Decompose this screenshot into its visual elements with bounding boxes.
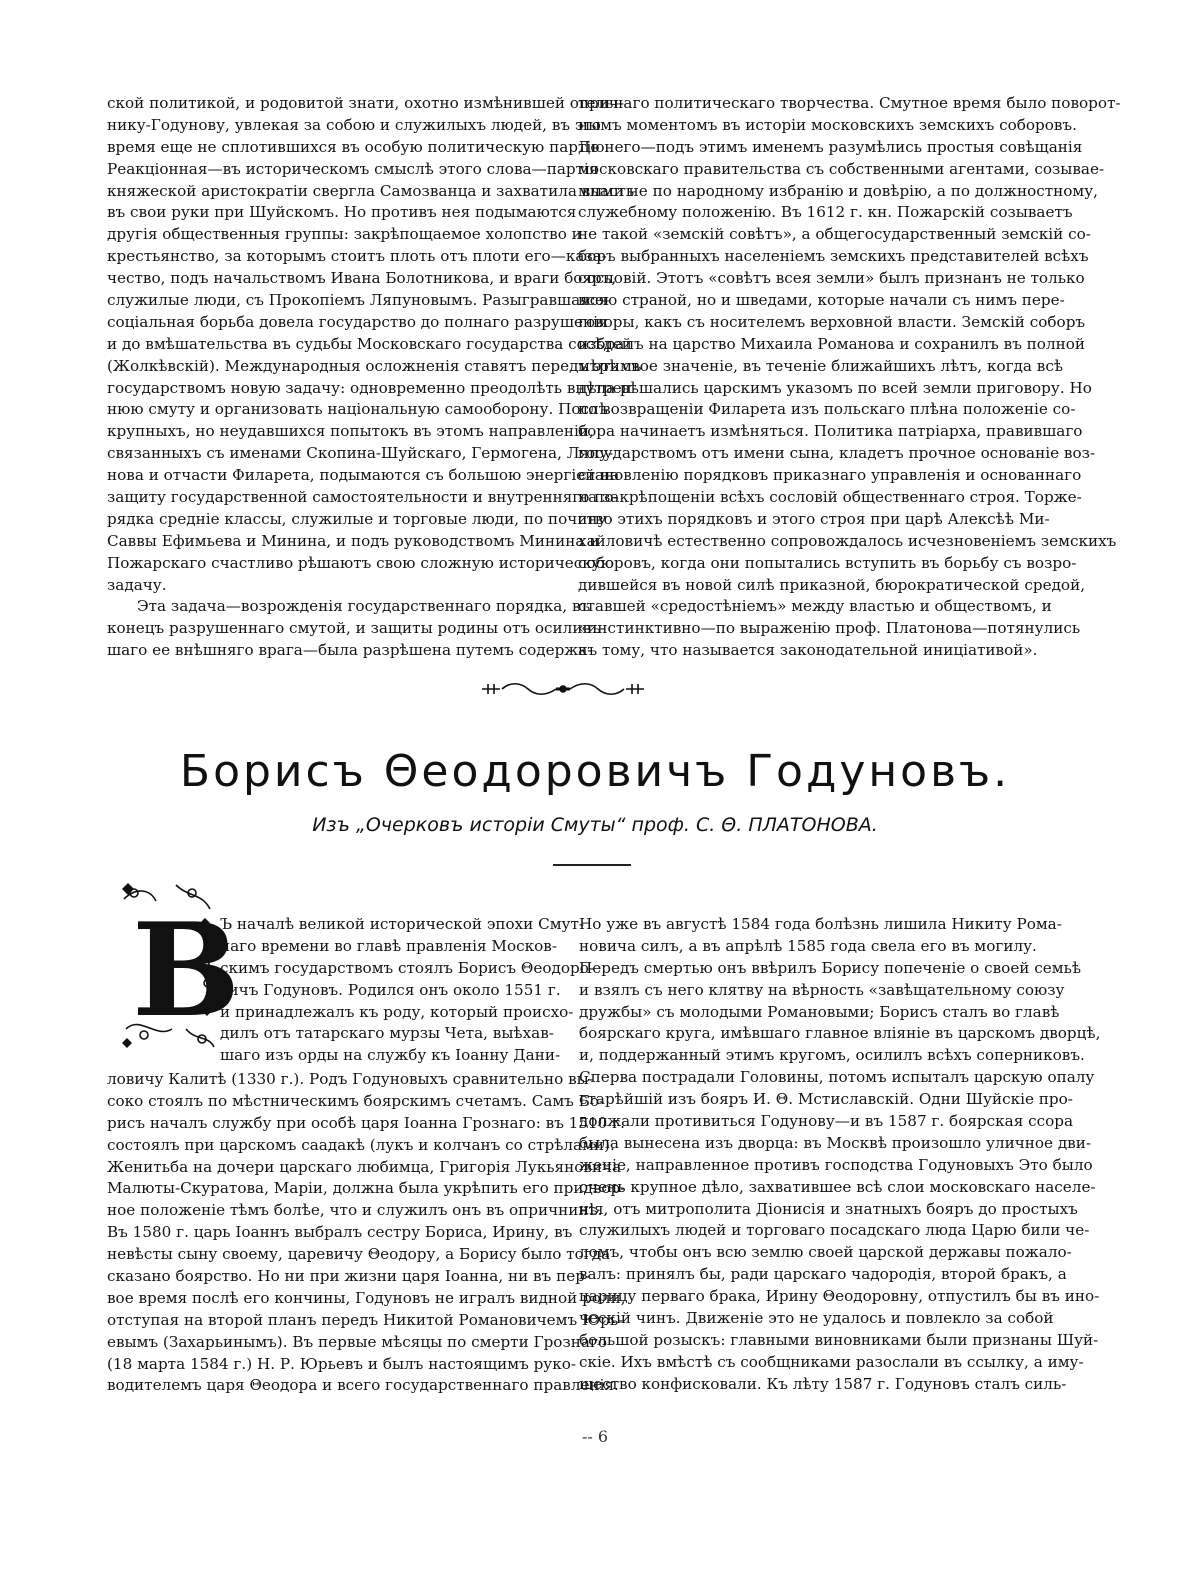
text-line: мѣрѣ свое значеніе, въ теченіе ближайшихъ лѣтъ, когда всѣ [578,356,1063,375]
text-line: (Жолкѣвскій). Международныя осложненія ставятъ передъ этимъ [107,356,642,375]
text-column-bottom-left-narrow [220,914,594,1067]
text-line: крестьянство, за которымъ стоитъ плоть отъ плоти его—каза- [107,247,607,266]
text-line: большой розыскъ: главными виновниками были признаны Шуй- [579,1330,1099,1349]
text-line: нова и отчасти Филарета, подымаются съ большою энергіей на [107,466,620,485]
text-line: чество, подъ начальствомъ Ивана Болотникова, и враги бояръ, [107,269,617,288]
text-line: въ свои руки при Шуйскомъ. Но противъ нея подымаются [107,203,577,222]
text-line: невѣсты сыну своему, царевичу Θеодору, а Борису было тогда [107,1245,611,1264]
text-line: вое время послѣ его кончины, Годуновъ не игралъ видной роли, [107,1288,626,1307]
drop-cap-letter: В [132,896,241,1046]
text-line: нику-Годунову, увлекая за собою и служилыхъ людей, въ это [107,115,601,134]
text-line: Малюты-Скуратова, Маріи, должна была укрѣпить его придвор- [107,1179,626,1198]
title-rule [553,864,631,866]
text-line: Саввы Ефимьева и Минина, и подъ руководствомъ Минина и [107,531,600,550]
text-line: нымъ моментомъ въ исторіи московскихъ земскихъ соборовъ. [578,115,1077,134]
text-line: говоры, какъ съ носителемъ верховной власти. Земскій соборъ [578,312,1086,331]
text-line: и принадлежалъ къ роду, который происхо- [220,1002,574,1021]
text-line: наго времени во главѣ правленія Москов- [220,936,557,955]
text-line: Сперва пострадали Головины, потомъ испыталъ царскую опалу [579,1068,1095,1087]
text-line: и, поддержанный этимъ кругомъ, осилилъ всѣхъ соперниковъ. [579,1046,1085,1065]
text-column-top-right [578,93,1121,662]
article-subtitle: Изъ „Очерковъ исторіи Смуты“ проф. С. Θ. ПЛАТОНОВА. [312,814,878,836]
text-line: нія, отъ митрополита Діонисія и знатныхъ бояръ до простыхъ [579,1199,1078,1218]
text-line: сословій. Этотъ «совѣтъ всея земли» былъ признанъ не только [578,269,1085,288]
text-line: крупныхъ, но неудавшихся попытокъ въ этомъ направленіи, [107,422,594,441]
text-line: дѣла рѣшались царскимъ указомъ по всей земли приговору. Но [578,378,1092,397]
text-line: состоялъ при царскомъ саадакѣ (лукъ и колчанъ со стрѣлами). [107,1135,615,1154]
text-line: (18 марта 1584 г.) Н. Р. Юрьевъ и былъ настоящимъ руко- [107,1354,576,1373]
text-line: по возвращеніи Филарета изъ польскаго плѣна положеніе со- [578,400,1076,419]
text-line: ской политикой, и родовитой знати, охотно измѣнившей оприч- [107,94,625,112]
text-column-top-left [107,93,642,662]
text-line: Реакціонная—въ историческомъ смыслѣ этого слова—партія [107,159,599,178]
text-line: государствомъ новую задачу: одновременно преодолѣть внутрен- [107,378,637,397]
text-line: водителемъ царя Θеодора и всего государственнаго правленія. [107,1376,619,1395]
text-line: скіе. Ихъ вмѣстѣ съ сообщниками разослали въ ссылку, а иму- [579,1352,1084,1371]
page-number: -- 6 [581,1427,609,1446]
text-line: не такой «земскій совѣтъ», а общегосударственный земскій со- [578,225,1091,244]
text-line: на закрѣпощеніи всѣхъ сословій общественнаго строя. Торже- [578,488,1082,507]
text-line: евымъ (Захарьинымъ). Въ первые мѣсяцы по смерти Грознаго [107,1332,608,1351]
text-line: задачу. [107,575,167,594]
text-line: рядка средніе классы, служилые и торговые люди, по почину [107,509,607,528]
text-line: и до вмѣшательства въ судьбы Московскаго государства сосѣдей [107,334,632,353]
text-line: нюю смуту и организовать національную самооборону. Послѣ [107,400,608,419]
text-line: боръ выбранныхъ населеніемъ земскихъ представителей всѣхъ [578,247,1089,266]
drop-cap [116,879,241,1054]
text-line: къ тому, что называется законодательной иниціативой». [578,641,1038,660]
text-line: Эта задача—возрожденія государственнаго порядка, въ [137,597,591,616]
text-line: ное положеніе тѣмъ болѣе, что и служилъ онъ въ опричнинѣ. [107,1201,603,1220]
text-line: царицу перваго брака, Ирину Θеодоровну, отпустилъ бы въ ино- [579,1287,1100,1306]
text-line: конецъ разрушеннаго смутой, и защиты родины отъ осиливъ- [107,619,606,638]
text-line: Въ 1580 г. царь Іоаннъ выбралъ сестру Бориса, Ирину, въ [107,1223,573,1242]
text-line: Но уже въ августѣ 1584 года болѣзнь лишила Никиту Рома- [579,915,1062,933]
text-line: защиту государственной самостоятельности и внутренняго по- [107,488,619,507]
text-line: скимъ государствомъ стоялъ Борисъ Θеодоро- [220,958,594,977]
text-line: дилъ отъ татарскаго мурзы Чета, выѣхав- [220,1024,554,1043]
text-line: отступая на второй планъ передъ Никитой Романовичемъ Юрь- [107,1310,624,1329]
text-line: женіе, направленное противъ господства Годуновыхъ Это было [579,1155,1093,1174]
text-line: становленію порядковъ приказнаго управленія и основаннаго [578,466,1082,485]
text-line: избралъ на царство Михаила Романова и сохранилъ въ полной [578,334,1085,353]
text-line: другія общественныя группы: закрѣпощаемое холопство и [107,225,582,244]
text-line: служебному положенію. Въ 1612 г. кн. Пожарскій созываетъ [578,203,1073,222]
text-line: служилые люди, съ Прокопіемъ Ляпуновымъ. Разыгравшаяся [107,291,608,310]
text-line: шаго ее внѣшняго врага—была разрѣшена путемъ содержа- [107,641,593,660]
text-line: шаго изъ орды на службу къ Іоанну Дани- [220,1046,561,1065]
text-line: была вынесена изъ дворца: въ Москвѣ произошло уличное дви- [579,1133,1091,1152]
text-line: дившейся въ новой силѣ приказной, бюрократической средой, [578,575,1086,594]
text-line: мыми не по народному избранію и довѣрію, а по должностному, [578,181,1099,200]
text-line: Женитьба на дочери царскаго любимца, Григорія Лукьяновича [107,1157,622,1176]
text-line: должали противиться Годунову—и въ 1587 г. боярская ссора [579,1112,1074,1131]
text-line: служилыхъ людей и торговаго посадскаго люда Царю били че- [579,1221,1090,1240]
text-line: ство этихъ порядковъ и этого строя при царѣ Алексѣѣ Ми- [578,509,1050,528]
text-column-bottom-right [579,914,1101,1396]
text-line: Ъ началѣ великой исторической эпохи Смут- [220,915,585,933]
text-line: валъ: принялъ бы, ради царскаго чадородія, второй бракъ, а [579,1265,1067,1284]
text-line: старѣйшій изъ бояръ И. Θ. Мстиславскій. Одни Шуйскіе про- [579,1090,1073,1109]
article-title: Борисъ Θеодоровичъ Годуновъ. [179,746,1011,797]
text-line: новича силъ, а въ апрѣлѣ 1585 года свела его въ могилу. [579,936,1037,955]
text-line: бора начинаетъ измѣняться. Политика патріарха, правившаго [578,422,1083,441]
text-line: рисъ началъ службу при особѣ царя Іоанна Грознаго: въ 1510 г. [107,1113,625,1132]
text-line: «инстинктивно—по выраженію проф. Платонова—потянулись [578,619,1081,638]
text-line: московскаго правительства съ собственными агентами, созывае- [578,159,1105,178]
text-line: хайловичѣ естественно сопровождалось исчезновеніемъ земскихъ [578,531,1117,550]
text-line: ческій чинъ. Движеніе это не удалось и повлекло за собой [579,1309,1054,1328]
text-line: и взялъ съ него клятву на вѣрность «завѣщательному союзу [579,980,1065,999]
text-line: соко стоялъ по мѣстническимъ боярскимъ счетамъ. Самъ Бо- [107,1091,605,1110]
text-line: соборовъ, когда они попытались вступить въ борьбу съ возро- [578,553,1077,572]
text-line: дружбы» съ молодыми Романовыми; Борисъ сталъ во главѣ [579,1002,1060,1021]
text-line: До него—подъ этимъ именемъ разумѣлись простыя совѣщанія [578,137,1083,156]
text-line: вичъ Годуновъ. Родился онъ около 1551 г. [220,980,561,999]
text-line: щество конфисковали. Къ лѣту 1587 г. Годуновъ сталъ силь- [579,1374,1067,1393]
text-line: ставшей «средостѣніемъ» между властью и обществомъ, и [578,597,1052,616]
text-line: ломъ, чтобы онъ всю землю своей царской державы пожало- [579,1243,1072,1262]
text-column-bottom-left [107,1069,626,1397]
ornament-divider-icon [478,680,648,698]
text-line: ловичу Калитѣ (1330 г.). Родъ Годуновыхъ сравнительно вы- [107,1070,594,1088]
text-line: княжеской аристократіи свергла Самозванца и захватила власть [107,181,635,200]
text-line: Пожарскаго счастливо рѣшаютъ свою сложную историческую [107,553,614,572]
text-line: государствомъ отъ имени сына, кладетъ прочное основаніе воз- [578,444,1095,463]
text-line: очень крупное дѣло, захватившее всѣ слои московскаго населе- [579,1177,1096,1196]
text-line: всею страной, но и шведами, которые начали съ нимъ пере- [578,291,1065,310]
text-line: время еще не сплотившихся въ особую политическую партію. [107,137,610,156]
text-line: связанныхъ съ именами Скопина-Шуйскаго, Гермогена, Ляпу- [107,444,614,463]
text-line: соціальная борьба довела государство до полнаго разрушенія [107,312,608,331]
text-line: сказано боярство. Но ни при жизни царя Іоанна, ни въ пер- [107,1267,591,1286]
text-line: Передъ смертью онъ ввѣрилъ Борису попеченіе о своей семьѣ [579,958,1081,977]
text-line: тельнаго политическаго творчества. Смутное время было поворот- [578,94,1121,112]
text-line: боярскаго круга, имѣвшаго главное вліяніе въ царскомъ дворцѣ, [579,1024,1101,1043]
